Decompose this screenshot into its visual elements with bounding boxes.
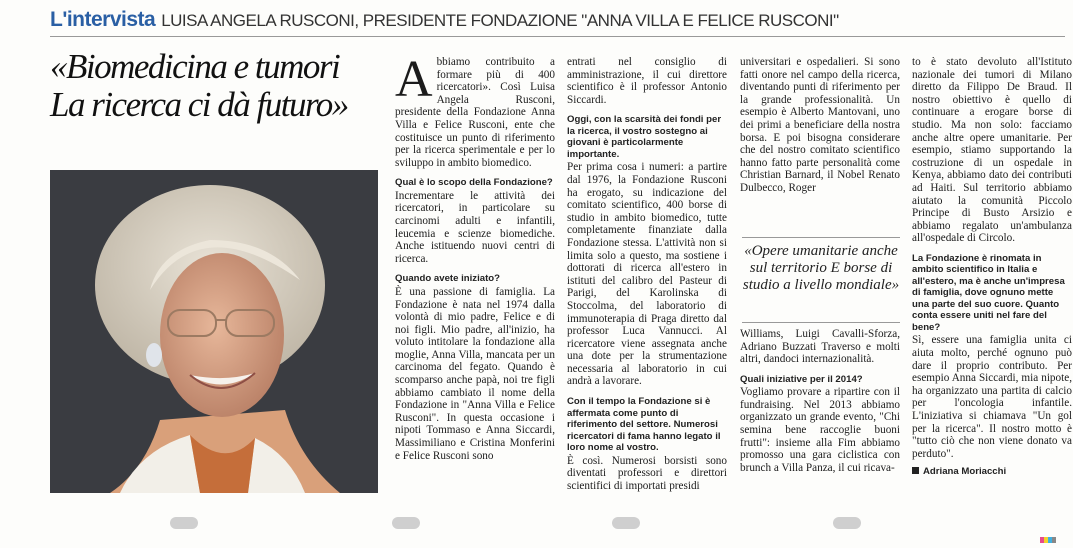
intro-text: bbiamo contribuito a formare più di 400 ricercatori». Così Luisa Angela Rusconi, presidente della Fondazione Anna Villa e Felice Rusconi, ente che costituisce un punto di riferimento per la ricerca sperimentale e per lo sviluppo in ambito biomedico. — [395, 56, 555, 169]
question-6: La Fondazione è rinomata in ambito scientifico in Italia e all'estero, ma è anche un'impresa di famiglia, dove ognuno mette una parte del suo cuore. Quanto conta essere uniti nel fare del bene? — [912, 252, 1065, 333]
bullet-square-icon — [912, 467, 919, 474]
registration-mark-icon — [170, 517, 198, 529]
article-column-2 — [567, 56, 727, 498]
article-column-4 — [912, 56, 1072, 479]
portrait-photo — [50, 170, 378, 493]
registration-mark-icon — [612, 517, 640, 529]
article-column-3 — [740, 56, 900, 201]
article-column-3-lower — [740, 328, 900, 480]
registration-mark-icon — [392, 517, 420, 529]
answer-4: È così. Numerosi borsisti sono diventati professori e direttori scientifici di importati presidi — [567, 454, 727, 492]
answer-2: È una passione di famiglia. La Fondazione è nata nel 1974 dalla volontà di mio padre, Felice e di noi figli. Mio padre, all'inizio, ha voluto intitolare la fondazione alla moglie, Anna Villa, mancata per un carcinoma del fegato. Quando è scomparso anche papà, noi tre figli abbiamo cambiato il nome della Fondazione in "Anna Villa e Felice Rusconi". In questa occasione i nipoti Tommaso e Anna Siccardi, Massimiliano e Cristina Monferini e Felice Rusconi sono — [395, 285, 555, 462]
answer-4-continued: universitari e ospedalieri. Si sono fatti onore nel campo della ricerca, diventando punti di riferimento per la grande professionalità. Un esempio è Alberto Mantovani, uno dei primi a beneficiare della nostra borsa. E poi bisogna considerare che del nostro comitato scientifico hanno fatto parte personalità come Christian Barnard, il Nobel Renato Dulbecco, Roger — [740, 56, 900, 194]
headline — [50, 48, 385, 124]
headline-line-1: «Biomedicina e tumori — [50, 47, 340, 86]
color-bar-swatches — [1040, 537, 1056, 543]
pullquote-rule-top — [742, 237, 900, 238]
drop-cap: A — [395, 51, 433, 108]
question-5: Quali iniziative per il 2014? — [740, 373, 863, 385]
author-signature — [912, 466, 1072, 479]
question-2: Quando avete iniziato? — [395, 273, 501, 285]
section-header — [50, 8, 1065, 34]
answer-2-continued: entrati nel consiglio di amministrazione, il cui direttore scientifico è il professor Antonio Siccardi. — [567, 56, 727, 106]
section-kicker: L'intervista — [50, 8, 156, 31]
answer-5-continued: to è stato devoluto all'Istituto nazionale dei tumori di Milano diretto da Filippo De Braud. Il nostro obiettivo è quello di continuare a erogare borse di studio. Ma non solo: facciamo anche altre opere umanitarie. Per esempio, stiamo supportando la costruzione di un ospedale in Kenya, abbiamo dato dei contributi ad Haiti. Sul territorio abbiamo aiutato la comunità Piccolo Principe di Busto Arsizio e abbiamo regalato un'ambulanza all'ospedale di Circolo. — [912, 56, 1072, 245]
author-name: Adriana Moriacchi — [923, 466, 1007, 478]
question-1: Qual è lo scopo della Fondazione? — [395, 177, 553, 189]
answer-6: Sì, essere una famiglia unita ci aiuta molto, perché ognuno può dare il proprio contributo. Per esempio Anna Siccardi, mia nipote, ha organizzato una partita di calcio per l'oncologia infantile. L'iniziativa si chiamava "Un gol per la ricerca". Il nostro motto è "tutto ciò che non viene donato va perduto". — [912, 334, 1072, 460]
question-4: Con il tempo la Fondazione si è affermata come punto di riferimento del settore. Numerosi ricercatori di fama hanno legato il loro nome al vostro. — [567, 396, 721, 454]
headline-line-2: La ricerca ci dà futuro» — [50, 85, 348, 124]
answer-3: Per prima cosa i numeri: a partire dal 1976, la Fondazione Rusconi ha erogato, su indicazione del comitato scientifico, 400 borse di studio in ambito biomedico, tutte completamente finanziate dalla Fondazione stessa. L'attività non si limita solo a questo, ma sostiene i dottorati di ricerca all'estero in istituti del calibro del Pasteur di Parigi, del Karolinska di Stoccolma, del laboratorio di immunoterapia di Praga diretto dal professor Luca Vannucci. Al ricercatore viene assegnata anche una dote per la strumentazione necessaria al laboratorio in cui andrà a lavorare. — [567, 161, 727, 388]
registration-mark-icon — [833, 517, 861, 529]
pull-quote: «Opere umanitarie anche sul territorio E borse di studio a livello mondiale» — [742, 243, 900, 293]
question-3: Oggi, con la scarsità dei fondi per la ricerca, il vostro sostegno ai giovani è particolarmente importante. — [567, 114, 722, 160]
answer-5: Vogliamo provare a ripartire con il fundraising. Nel 2013 abbiamo organizzato un grande evento, "Chi semina bene raccoglie buoni frutti": insieme alla Fim abbiamo promosso una gara ciclistica con brunch a Villa Panza, il cui ricava- — [740, 386, 900, 474]
pullquote-rule-bottom — [742, 322, 900, 323]
interview-subject: LUISA ANGELA RUSCONI, PRESIDENTE FONDAZIONE "ANNA VILLA E FELICE RUSCONI" — [161, 11, 839, 30]
portrait-illustration — [50, 170, 378, 493]
answer-1: Incrementare le attività dei ricercatori, in particolare su carcinomi adulti e infantili, leucemia e scienze biomediche. Anche istituendo nuovi centri di ricerca. — [395, 189, 555, 265]
article-column-1 — [395, 51, 555, 468]
header-rule — [50, 36, 1065, 37]
answer-4-end: Williams, Luigi Cavalli-Sforza, Adriano Buzzati Traverso e molti altri, dandoci internazionalità. — [740, 328, 900, 366]
article-intro — [395, 51, 555, 169]
color-bar-icon — [1040, 530, 1056, 536]
